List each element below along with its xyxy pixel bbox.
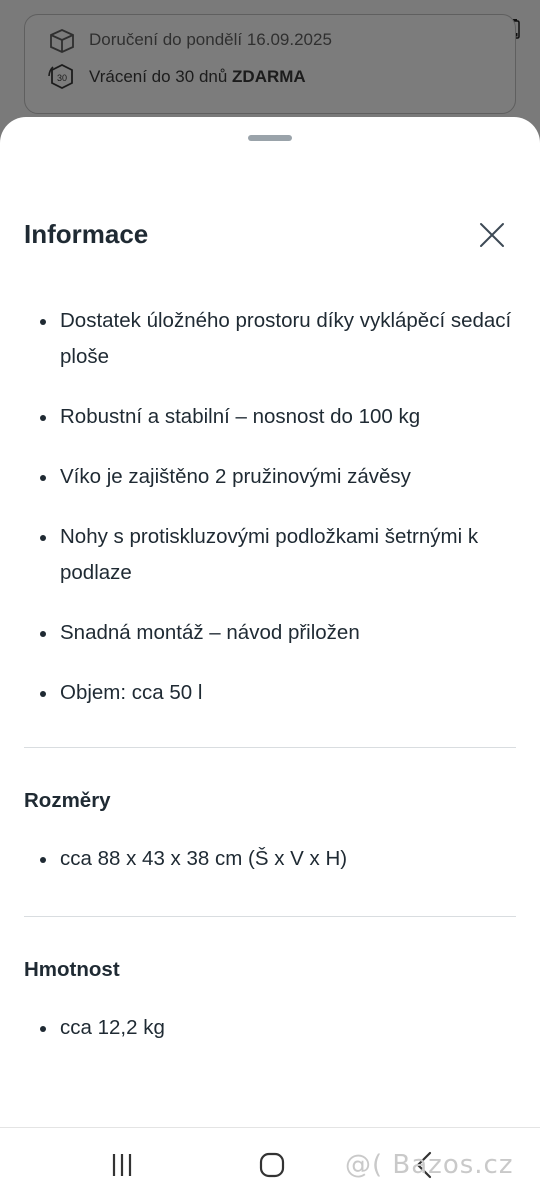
weight-heading: Hmotnost: [24, 958, 120, 981]
dimensions-section: [24, 789, 516, 901]
delivery-box-icon: [47, 27, 77, 53]
info-item: Objem: cca 50 l: [24, 675, 516, 711]
home-button[interactable]: [252, 1148, 292, 1184]
return-text: [89, 67, 306, 87]
return-text-prefix: Vrácení do 30 dnů: [89, 67, 233, 86]
return-text-strong: ZDARMA: [232, 67, 306, 86]
info-item: Snadná montáž – návod přiložen: [24, 615, 516, 651]
return-30-days-icon: [47, 62, 77, 92]
background-delivery-card: [24, 14, 516, 114]
sheet-title: Informace: [24, 219, 149, 249]
dimensions-list: [24, 841, 516, 877]
divider: [24, 916, 516, 917]
delivery-row: [47, 27, 332, 53]
weight-list: [24, 1010, 516, 1046]
close-button[interactable]: [472, 215, 512, 255]
weight-item: cca 12,2 kg: [24, 1010, 516, 1046]
info-item: Víko je zajištěno 2 pružinovými závěsy: [24, 459, 516, 495]
sheet-drag-handle[interactable]: [248, 135, 292, 141]
dimensions-item: cca 88 x 43 x 38 cm (Š x V x H): [24, 841, 516, 877]
info-item: Dostatek úložného prostoru díky vyklápěcí sedací ploše: [24, 303, 516, 375]
dimensions-heading: Rozměry: [24, 789, 111, 812]
divider: [24, 747, 516, 748]
info-section: [24, 303, 516, 735]
info-item: Nohy s protiskluzovými podložkami šetrnými k podlaze: [24, 519, 516, 591]
information-bottom-sheet: [0, 117, 540, 1200]
info-item: Robustní a stabilní – nosnost do 100 kg: [24, 399, 516, 435]
recent-apps-icon: [102, 1148, 142, 1184]
home-icon: [252, 1148, 292, 1184]
close-icon: [472, 215, 512, 255]
info-list: [24, 303, 516, 711]
delivery-text: Doručení do pondělí 16.09.2025: [89, 30, 332, 49]
svg-text:30: 30: [56, 73, 68, 83]
recent-apps-button[interactable]: [102, 1148, 142, 1184]
return-row: [47, 62, 306, 92]
weight-section: [24, 958, 516, 1070]
bazos-watermark: @( Bazos.cz: [345, 1150, 514, 1180]
